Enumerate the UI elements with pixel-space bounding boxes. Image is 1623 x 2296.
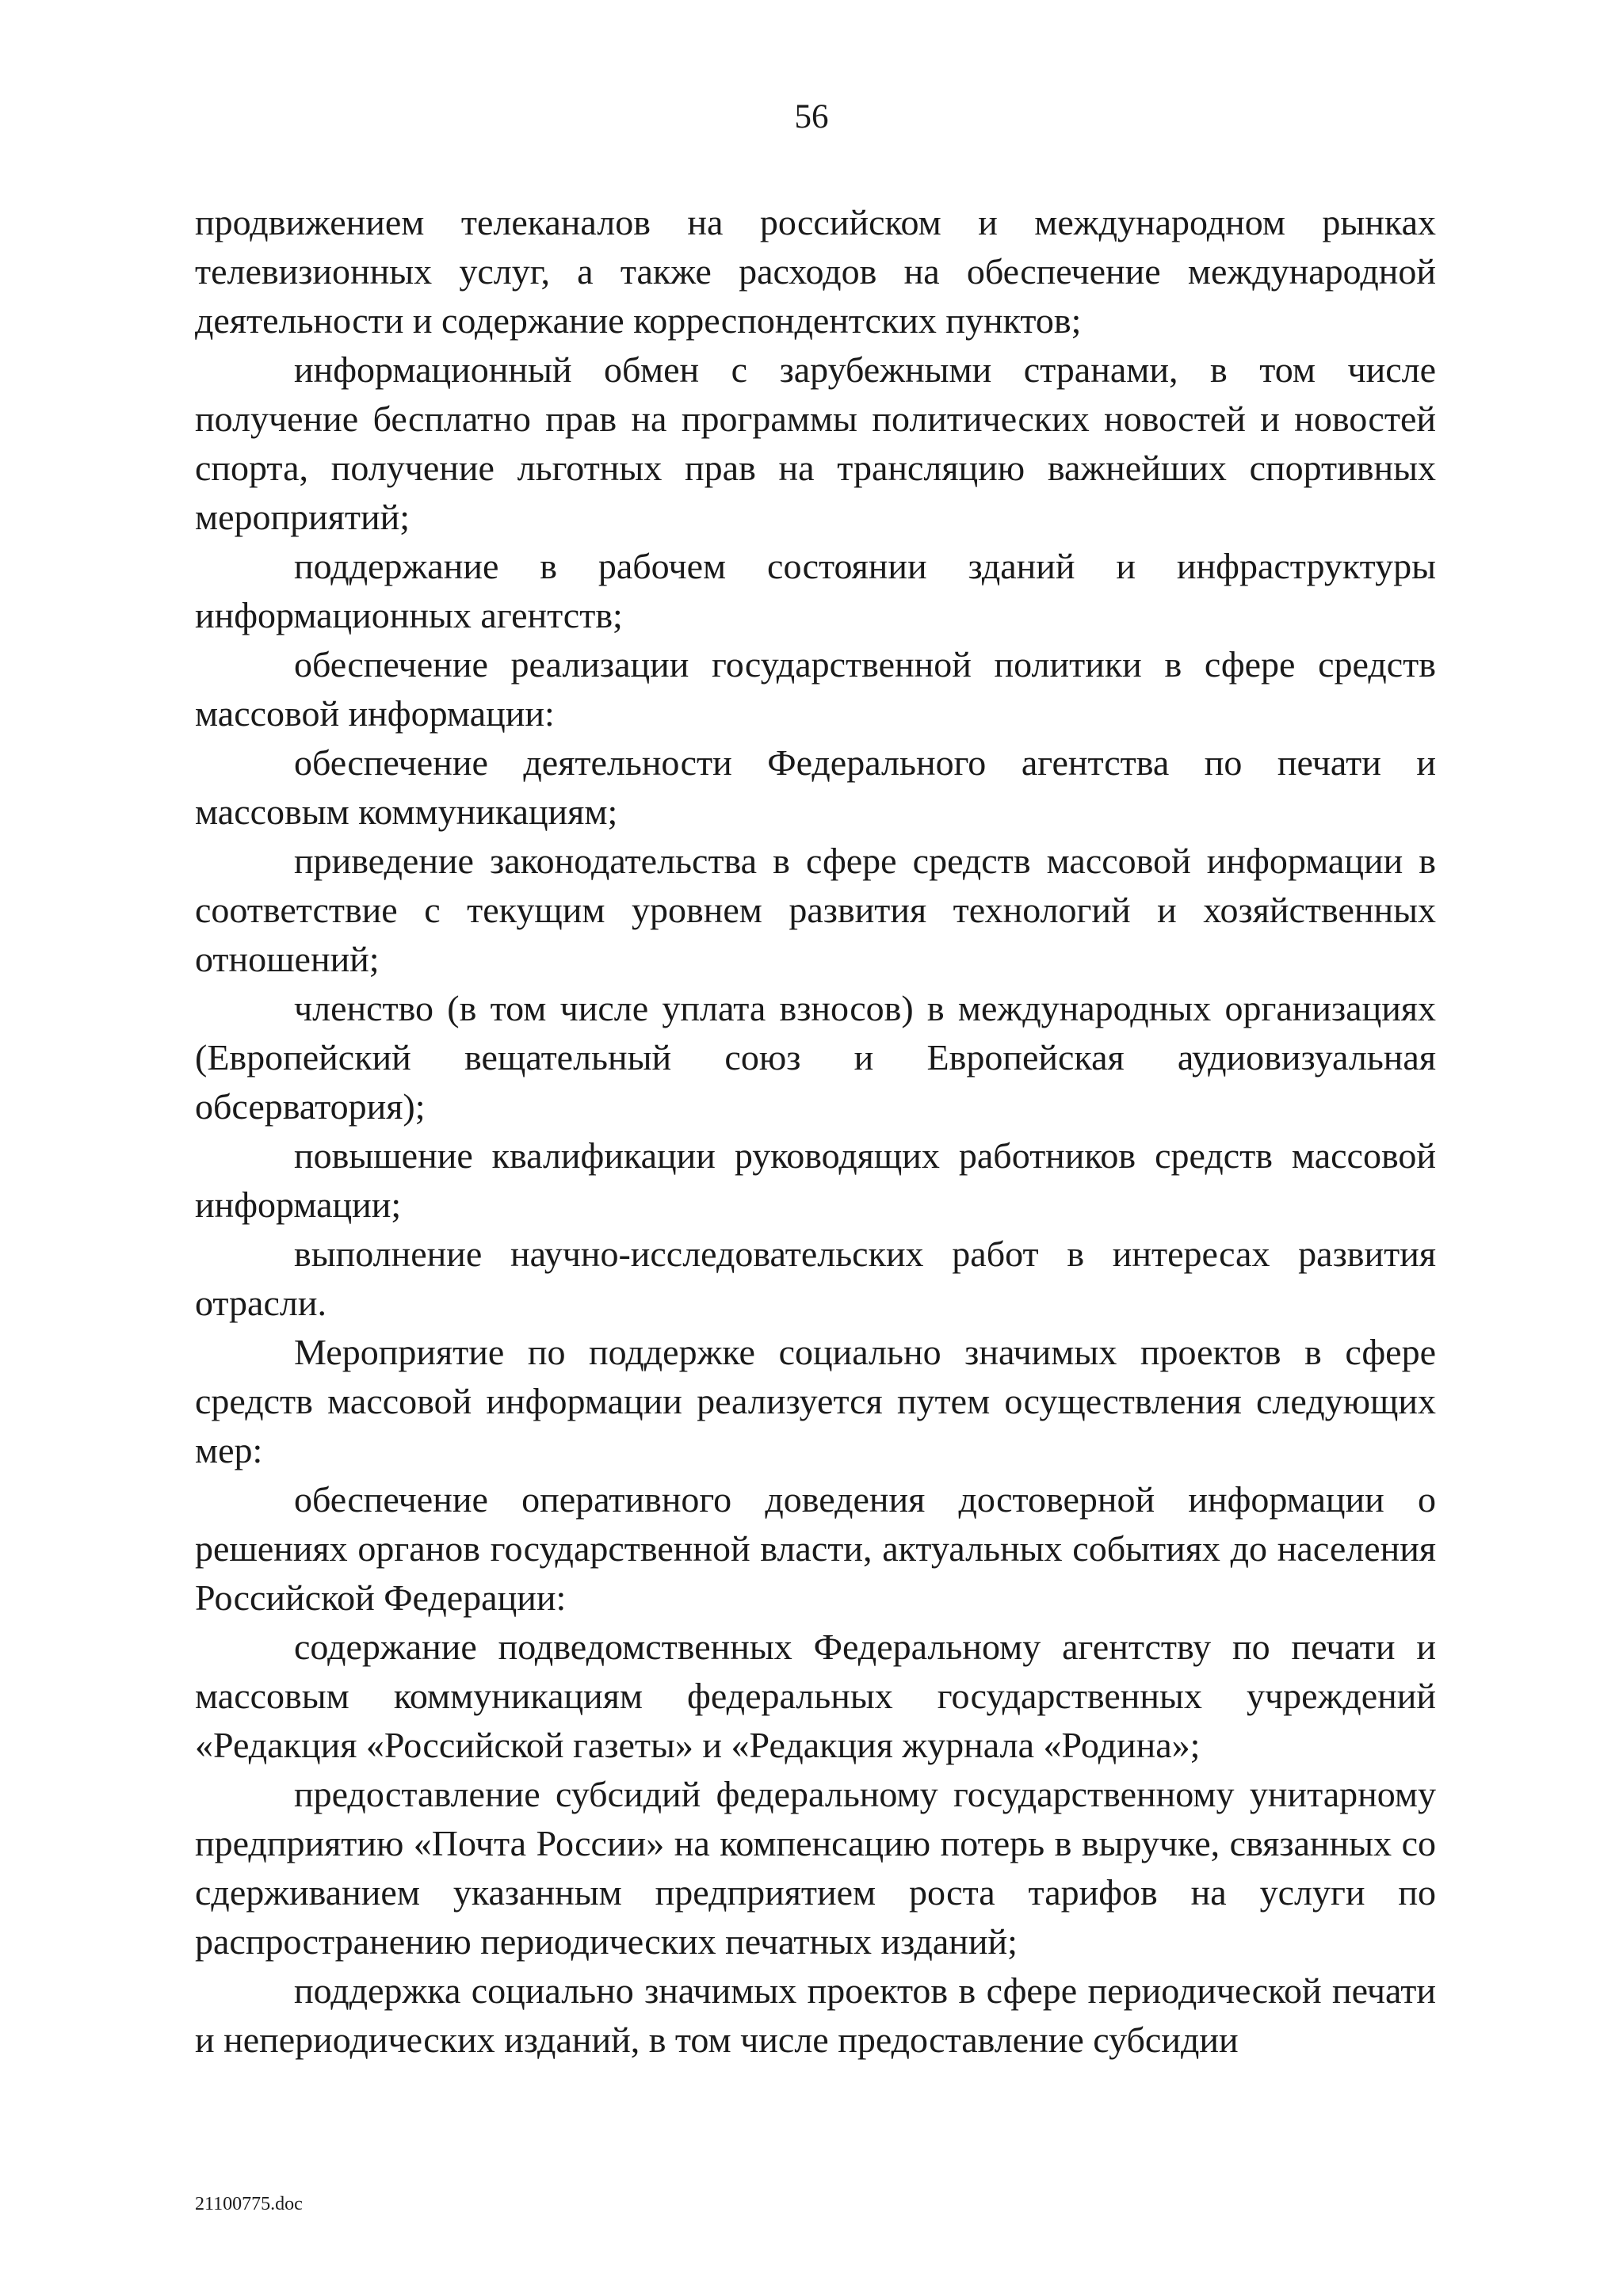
paragraph-2: информационный обмен с зарубежными странами, в том числе получение бесплатно прав на программы политических новостей и новостей спорта, получение льготных прав на трансляцию важнейших спортивных мероприятий; [195, 349, 1436, 537]
document-body [195, 198, 1436, 2065]
paragraph-5: обеспечение деятельности Федерального агентства по печати и массовым коммуникациям; [195, 742, 1436, 832]
paragraph-13: предоставление субсидий федеральному государственному унитарному предприятию «Почта России» на компенсацию потерь в выручке, связанных со сдерживанием указанным предприятием роста тарифов на услуги по распространению периодических печатных изданий; [195, 1774, 1436, 1962]
paragraph-7: членство (в том числе уплата взносов) в международных организациях (Европейский вещательный союз и Европейская аудиовизуальная обсерватория); [195, 988, 1436, 1127]
page-number: 56 [794, 98, 829, 135]
paragraph-14: поддержка социально значимых проектов в сфере периодической печати и непериодических изданий, в том числе предоставление субсидии [195, 1970, 1436, 2060]
paragraph-4: обеспечение реализации государственной политики в сфере средств массовой информации: [195, 644, 1436, 734]
paragraph-3: поддержание в рабочем состоянии зданий и инфраструктуры информационных агентств; [195, 546, 1436, 635]
paragraph-6: приведение законодательства в сфере средств массовой информации в соответствие с текущим уровнем развития технологий и хозяйственных отношений; [195, 841, 1436, 979]
footer-filename: 21100775.doc [195, 2194, 303, 2214]
paragraph-11: обеспечение оперативного доведения достоверной информации о решениях органов государственной власти, актуальных событиях до населения Российской Федерации: [195, 1479, 1436, 1618]
paragraph-1: продвижением телеканалов на российском и международном рынках телевизионных услуг, а также расходов на обеспечение международной деятельности и содержание корреспондентских пунктов; [195, 202, 1436, 341]
paragraph-8: повышение квалификации руководящих работников средств массовой информации; [195, 1135, 1436, 1225]
paragraph-10: Мероприятие по поддержке социально значимых проектов в сфере средств массовой информации реализуется путем осуществления следующих мер: [195, 1332, 1436, 1470]
paragraph-9: выполнение научно-исследовательских работ в интересах развития отрасли. [195, 1234, 1436, 1323]
paragraph-12: содержание подведомственных Федеральному агентству по печати и массовым коммуникациям федеральных государственных учреждений «Редакция «Российской газеты» и «Редакция журнала «Родина»; [195, 1627, 1436, 1765]
